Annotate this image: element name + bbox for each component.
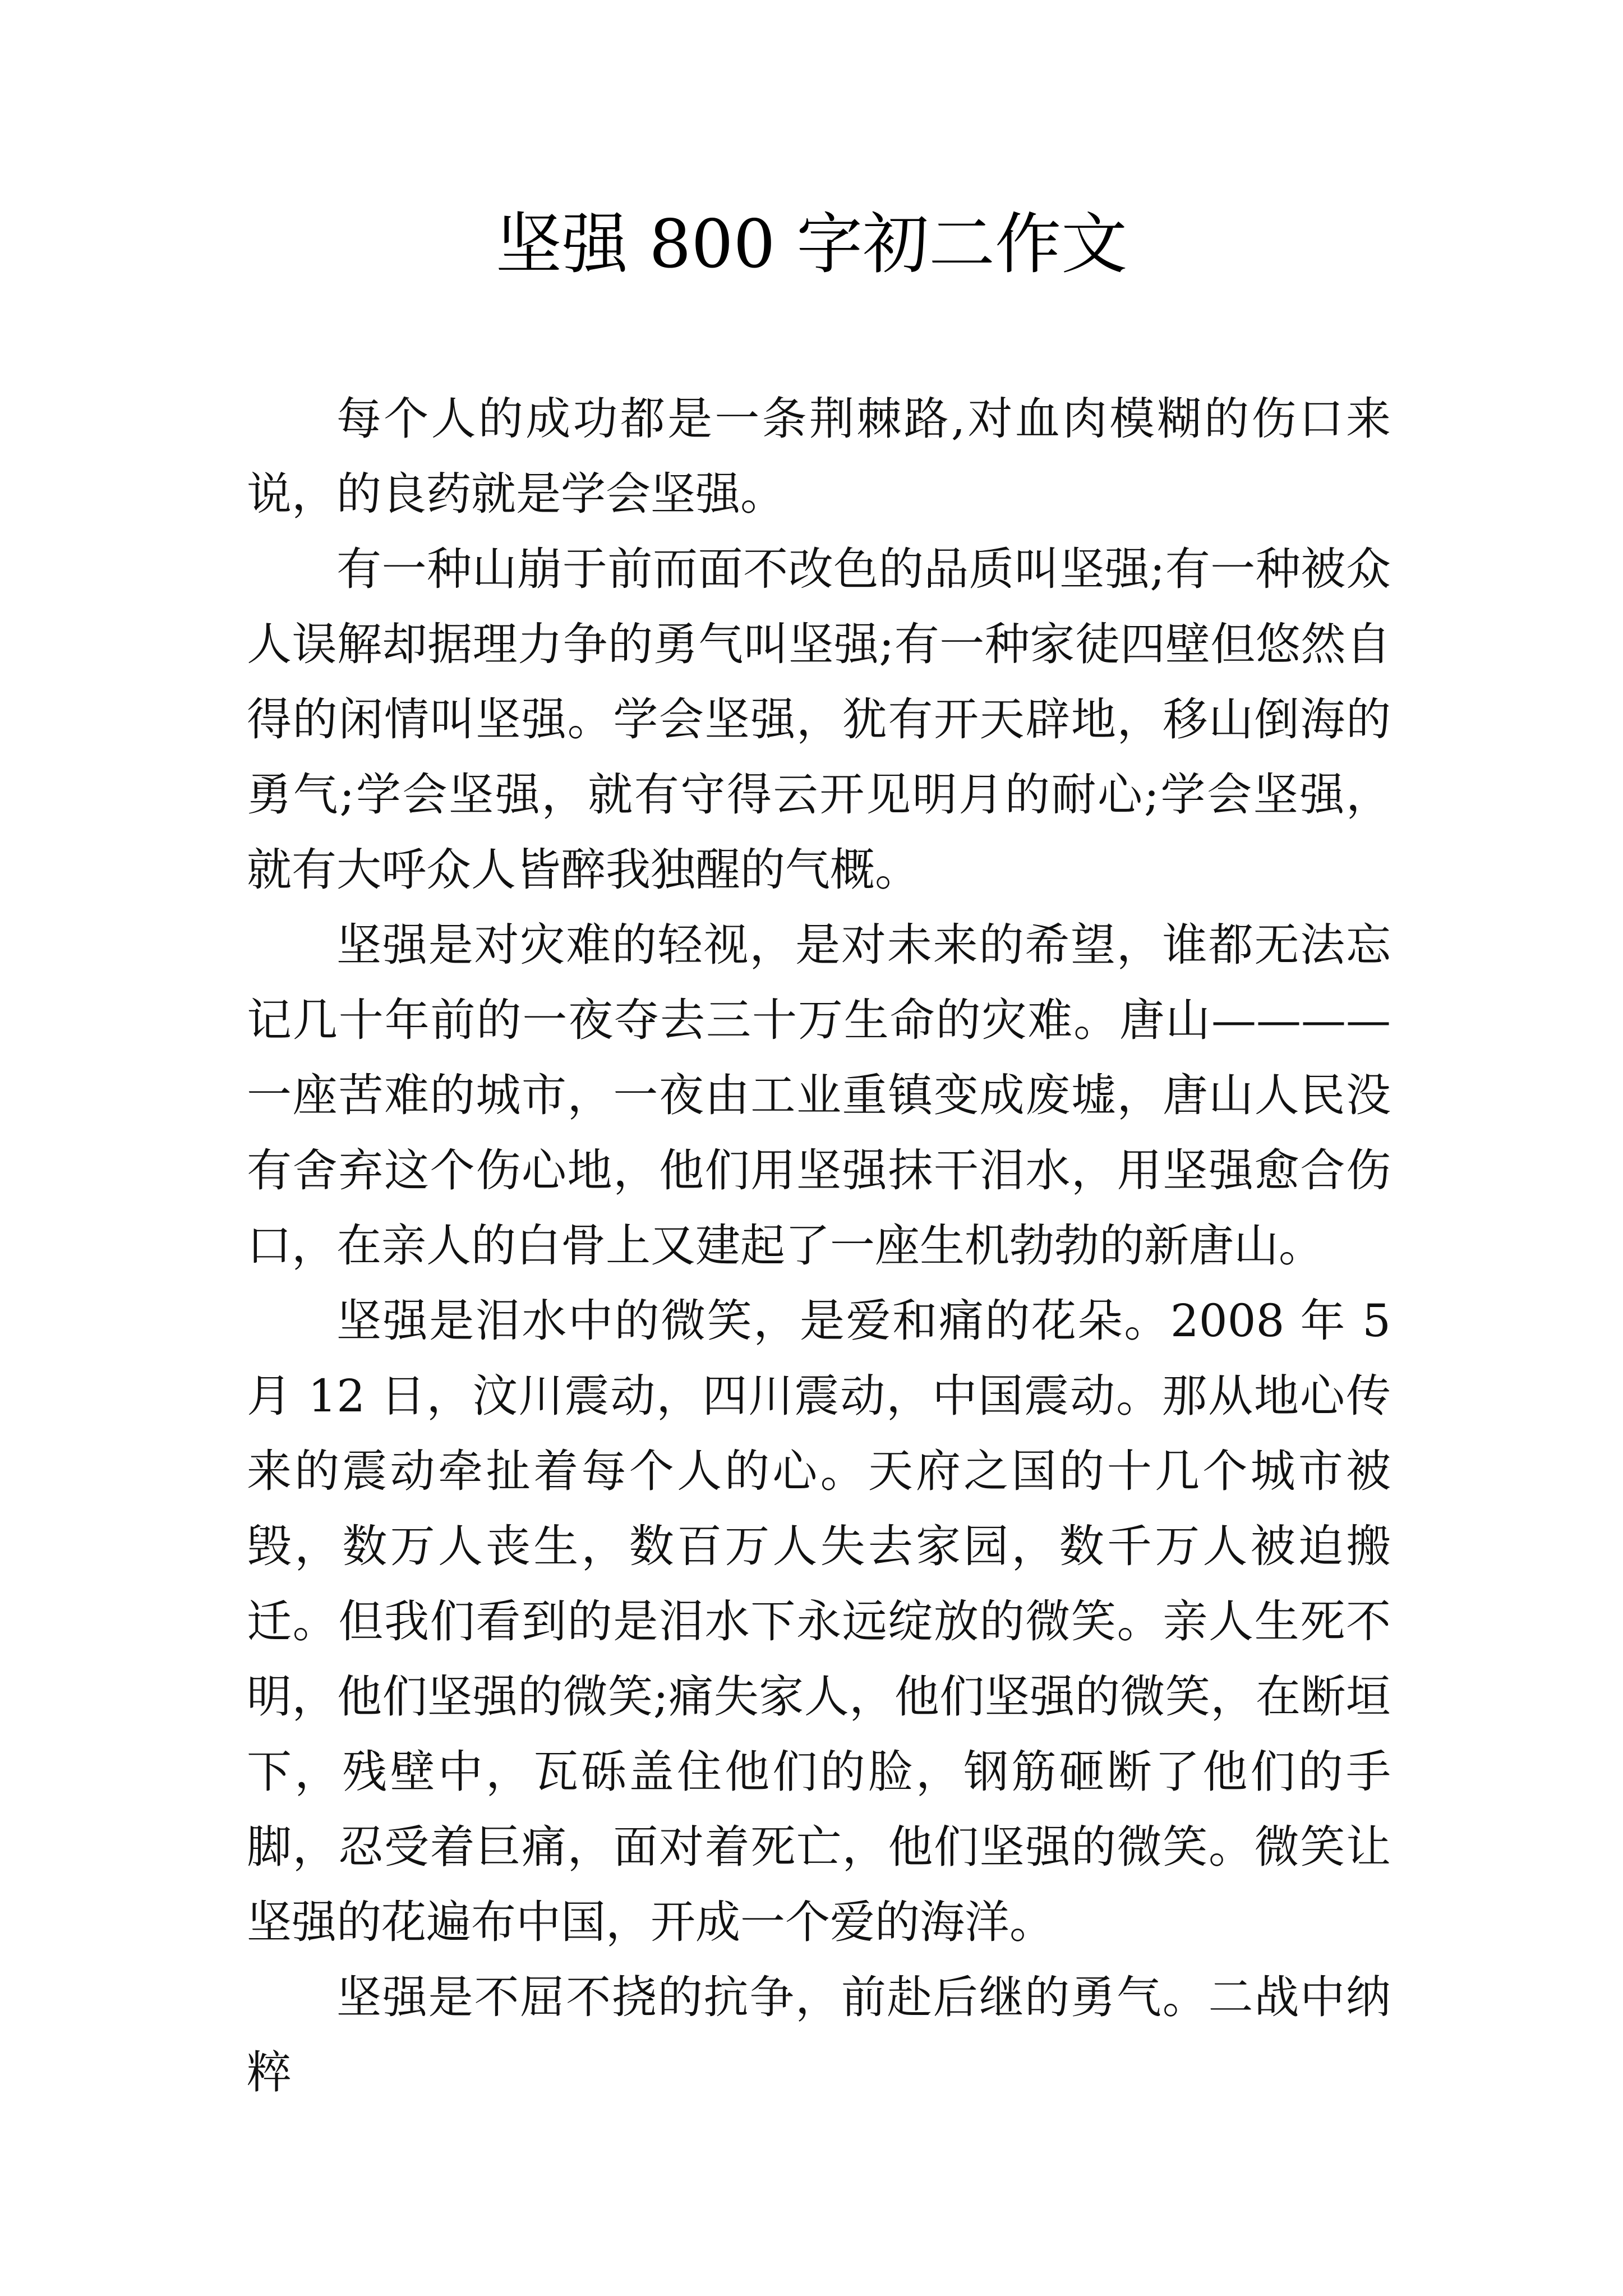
document-title: 坚强 800 字初二作文 (495, 205, 1128, 283)
document-body (247, 381, 1391, 2110)
paragraph-4: 坚强是泪水中的微笑，是爱和痛的花朵。2008 年 5 月 12 日，汶川震动，四川震动，中国震动。那从地心传来的震动牵扯着每个人的心。天府之国的十几个城市被毁，数万人丧生，数百万人失去家园，数千万人被迫搬迁。但我们看到的是泪水下永远绽放的微笑。亲人生死不明，他们坚强的微笑;痛失家人，他们坚强的微笑，在断垣下，残壁中，瓦砾盖住他们的脸，钢筋砸断了他们的手脚，忍受着巨痛，面对着死亡，他们坚强的微笑。微笑让坚强的花遍布中国，开成一个爱的海洋。 (247, 1295, 1391, 1948)
paragraph-1: 每个人的成功都是一条荆棘路,对血肉模糊的伤口来说，的良药就是学会坚强。 (247, 393, 1391, 520)
paragraph-5: 坚强是不屈不挠的抗争，前赴后继的勇气。二战中纳粹 (247, 1971, 1391, 2099)
paragraph-3: 坚强是对灾难的轻视，是对未来的希望，谁都无法忘记几十年前的一夜夺去三十万生命的灾难。唐山————一座苦难的城市，一夜由工业重镇变成废墟，唐山人民没有舍弃这个伤心地，他们用坚强抹干泪水，用坚强愈合伤口，在亲人的白骨上又建起了一座生机勃勃的新唐山。 (247, 919, 1391, 1272)
paragraph-2: 有一种山崩于前而面不改色的品质叫坚强;有一种被众人误解却据理力争的勇气叫坚强;有一种家徒四壁但悠然自得的闲情叫坚强。学会坚强，犹有开天辟地，移山倒海的勇气;学会坚强，就有守得云开见明月的耐心;学会坚强，就有大呼众人皆醉我独醒的气概。 (247, 543, 1391, 896)
